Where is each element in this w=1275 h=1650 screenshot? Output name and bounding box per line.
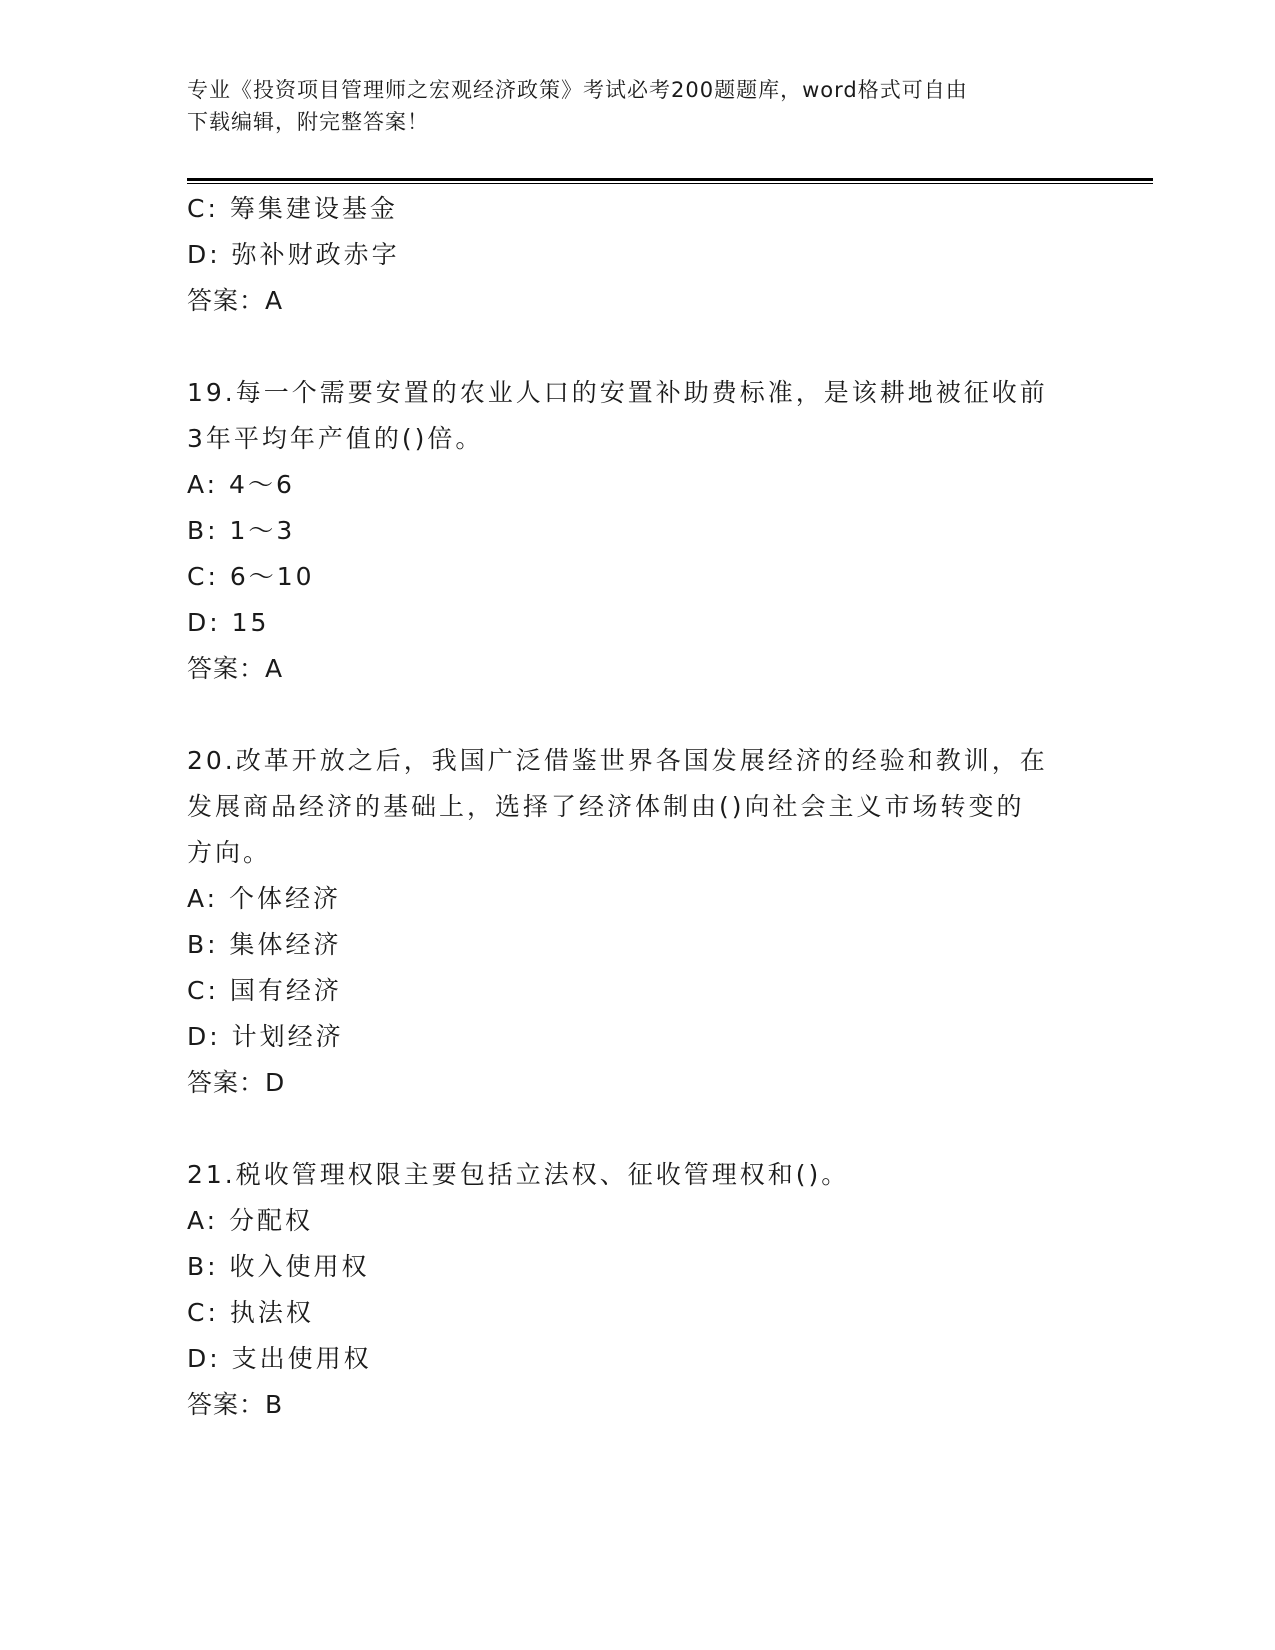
option-separator: :: [207, 930, 230, 959]
option-line: [187, 508, 1087, 554]
option-text: 筹集建设基金: [229, 194, 398, 223]
option-line: [187, 600, 1087, 646]
option-line: [187, 186, 1087, 232]
option-letter: C: [187, 562, 208, 591]
option-line: [187, 968, 1087, 1014]
option-line: [187, 1290, 1087, 1336]
option-text: 4～6: [229, 470, 295, 499]
option-separator: :: [206, 884, 230, 913]
document-header: [187, 74, 1087, 138]
option-line: [187, 462, 1087, 508]
option-separator: :: [209, 1344, 232, 1373]
answer-line: 答案：B: [187, 1390, 284, 1419]
option-text: 15: [231, 608, 270, 637]
option-line: [187, 1198, 1087, 1244]
option-letter: C: [187, 1298, 208, 1327]
question-text-line: 发展商品经济的基础上，选择了经济体制由()向社会主义市场转变的: [187, 792, 1025, 821]
option-line: [187, 554, 1087, 600]
option-letter: B: [187, 516, 208, 545]
spacer: [187, 692, 1087, 738]
option-text: 收入使用权: [229, 1252, 370, 1281]
option-text: 1～3: [229, 516, 296, 545]
answer-line: 答案：A: [187, 286, 284, 315]
spacer: [187, 324, 1087, 370]
option-line: [187, 876, 1087, 922]
option-separator: :: [207, 516, 230, 545]
option-letter: D: [187, 608, 210, 637]
option-separator: :: [206, 1206, 230, 1235]
header-line-1: 专业《投资项目管理师之宏观经济政策》考试必考200题题库，word格式可自由: [187, 78, 968, 102]
option-letter: B: [187, 930, 208, 959]
option-text: 6～10: [229, 562, 315, 591]
option-text: 个体经济: [229, 884, 342, 913]
answer-line: 答案：D: [187, 1068, 286, 1097]
option-text: 支出使用权: [231, 1344, 372, 1373]
option-text: 分配权: [229, 1206, 314, 1235]
question-text-line: 19.每一个需要安置的农业人口的安置补助费标准，是该耕地被征收前: [187, 378, 1048, 407]
option-line: [187, 1014, 1087, 1060]
question-block: [187, 738, 1087, 1106]
spacer: [187, 1106, 1087, 1152]
option-line: [187, 232, 1087, 278]
option-letter: D: [187, 240, 210, 269]
option-separator: :: [207, 1252, 230, 1281]
option-line: [187, 1244, 1087, 1290]
option-text: 计划经济: [231, 1022, 344, 1051]
option-letter: A: [187, 470, 207, 499]
header-line-2: 下载编辑，附完整答案！: [187, 110, 429, 134]
option-separator: :: [206, 470, 230, 499]
option-line: [187, 922, 1087, 968]
option-letter: D: [187, 1344, 210, 1373]
option-line: [187, 1336, 1087, 1382]
header-rule-thin: [187, 183, 1153, 184]
question-text-line: 3年平均年产值的()倍。: [187, 424, 484, 453]
option-separator: :: [207, 194, 230, 223]
option-separator: :: [207, 1298, 230, 1327]
document-body: [187, 186, 1087, 1428]
option-text: 国有经济: [229, 976, 342, 1005]
answer-line: 答案：A: [187, 654, 284, 683]
option-letter: D: [187, 1022, 210, 1051]
option-text: 集体经济: [229, 930, 342, 959]
option-letter: B: [187, 1252, 208, 1281]
question-block: [187, 370, 1087, 692]
option-letter: A: [187, 1206, 207, 1235]
option-separator: :: [209, 240, 232, 269]
question-text-line: 方向。: [187, 838, 272, 867]
option-separator: :: [209, 608, 232, 637]
option-separator: :: [207, 562, 230, 591]
option-text: 执法权: [229, 1298, 314, 1327]
option-separator: :: [207, 976, 230, 1005]
header-rule-thick: [187, 178, 1153, 181]
question-text-line: 20.改革开放之后，我国广泛借鉴世界各国发展经济的经验和教训，在: [187, 746, 1048, 775]
option-letter: C: [187, 976, 208, 1005]
question-block: [187, 1152, 1087, 1428]
option-text: 弥补财政赤字: [231, 240, 400, 269]
option-separator: :: [209, 1022, 232, 1051]
option-letter: A: [187, 884, 207, 913]
question-text-line: 21.税收管理权限主要包括立法权、征收管理权和()。: [187, 1160, 850, 1189]
prev-question-block: [187, 186, 1087, 324]
option-letter: C: [187, 194, 208, 223]
